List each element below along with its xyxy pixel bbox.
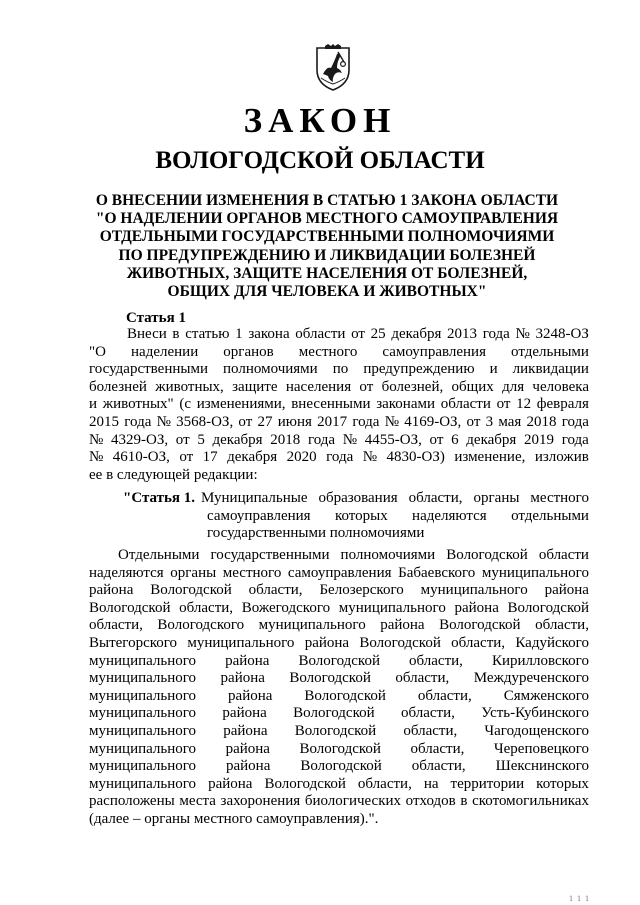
word: района	[223, 722, 268, 739]
word: 2013	[447, 326, 478, 342]
word: №	[515, 326, 530, 342]
word: Вологодской	[300, 758, 382, 775]
word: области,	[451, 634, 506, 651]
word: района	[544, 582, 589, 599]
word: области	[538, 547, 589, 563]
paragraph-line	[89, 379, 589, 397]
word: от	[175, 431, 190, 448]
paragraph-line	[89, 449, 589, 467]
word: Бабаевского	[398, 564, 476, 581]
page-mark: 1 1 1	[569, 894, 590, 903]
word: территории	[450, 775, 525, 792]
word: Белозерского	[319, 582, 404, 599]
paragraph-line	[89, 396, 589, 414]
word: района	[228, 687, 273, 704]
heading-line: О ВНЕСЕНИИ ИЗМЕНЕНИЯ В СТАТЬЮ 1 ЗАКОНА ОБЛАСТИ	[95, 192, 559, 209]
word: Муниципальные	[201, 490, 308, 506]
word: отходов	[405, 793, 456, 810]
word: Междуреченского	[473, 670, 589, 687]
heading-line: ОТДЕЛЬНЫМИ ГОСУДАРСТВЕННЫМИ ПОЛНОМОЧИЯМИ	[99, 228, 555, 246]
word: от	[238, 413, 253, 430]
word: года	[561, 413, 589, 430]
word: Чагодощенского	[484, 722, 589, 739]
word: закона	[248, 326, 290, 342]
word: изложив	[534, 449, 589, 466]
word: 25	[370, 326, 386, 342]
word: года	[307, 431, 336, 448]
word: местного	[222, 564, 282, 581]
word: в	[460, 793, 468, 810]
word: 1	[235, 326, 243, 342]
word: 4329-ОЗ,	[111, 431, 169, 448]
word: области,	[409, 652, 463, 669]
word: муниципального	[187, 634, 295, 651]
word: декабря	[466, 431, 517, 448]
document-subtitle: ВОЛОГОДСКОЙ ОБЛАСТИ	[155, 147, 485, 174]
word: Вологодской	[507, 599, 589, 616]
body-line	[89, 776, 589, 794]
word: декабря	[212, 431, 263, 448]
word: в	[172, 326, 180, 342]
word: захоронения	[220, 793, 301, 810]
word: и	[489, 361, 498, 378]
word: области,	[408, 490, 463, 506]
quoted-title-line	[201, 490, 589, 508]
heading-line: ОБЩИХ ДЛЯ ЧЕЛОВЕКА И ЖИВОТНЫХ"	[167, 283, 487, 301]
word: 3568-ОЗ,	[176, 413, 234, 430]
word: государственными	[210, 547, 330, 563]
word: 5	[197, 431, 205, 448]
article-paragraph	[89, 326, 589, 484]
word: №	[89, 449, 104, 466]
word: изменениями,	[196, 396, 286, 413]
word: от	[429, 431, 444, 448]
word: 4455-ОЗ,	[364, 431, 422, 448]
word: 4830-ОЗ)	[386, 449, 445, 466]
word: государственными	[89, 361, 208, 378]
paragraph-line: ее в следующей редакции:	[89, 466, 258, 483]
word: муниципального	[258, 617, 366, 634]
word: 17	[202, 449, 218, 466]
word: района	[89, 582, 134, 599]
word: внесенными	[291, 396, 371, 413]
word: №	[384, 413, 399, 430]
word: отдельными	[511, 343, 589, 360]
word: района	[208, 775, 253, 792]
body-line	[89, 635, 589, 653]
word: №	[362, 449, 378, 466]
body-line	[89, 670, 589, 688]
quoted-article-label: "Статья 1.	[123, 490, 196, 506]
word: района	[222, 705, 267, 722]
quoted-article-heading	[123, 490, 589, 543]
word: Кирилловского	[491, 652, 589, 669]
word: 3248-ОЗ	[535, 326, 589, 342]
word: самоуправления	[207, 507, 311, 524]
vologda-coat-of-arms-icon	[313, 44, 353, 92]
word: муниципального	[89, 740, 197, 757]
word: года	[124, 413, 152, 430]
word: которых	[536, 775, 589, 792]
word: мая	[498, 413, 522, 430]
body-line: (далее – органы местного самоуправления).".	[89, 810, 379, 827]
word: Внеси	[127, 326, 167, 342]
word: и	[89, 396, 98, 413]
word: района	[304, 634, 350, 651]
word: по	[332, 361, 349, 378]
word: Вологодской	[294, 722, 377, 739]
word: 2019	[524, 431, 555, 448]
body-line	[89, 758, 589, 776]
word: области	[440, 396, 491, 413]
word: органов	[223, 343, 274, 360]
word: защите	[232, 378, 278, 395]
word: Вологодского	[157, 617, 245, 634]
word: ликвидации	[512, 361, 589, 378]
word: декабря	[391, 326, 442, 342]
word: 27	[257, 413, 273, 430]
paragraph-line	[89, 326, 589, 344]
word: Вытегорского	[89, 634, 178, 651]
word: предупреждению	[363, 361, 475, 378]
word: муниципального	[89, 652, 197, 669]
word: 12	[516, 396, 532, 413]
word: законами	[376, 396, 436, 413]
word: от	[359, 378, 374, 395]
body-line	[89, 565, 589, 583]
word: Шекснинского	[495, 758, 589, 775]
word: области,	[395, 670, 450, 687]
word: 2015	[89, 413, 119, 430]
word: болезней	[89, 378, 147, 395]
word: области,	[403, 722, 458, 739]
paragraph-line	[89, 344, 589, 362]
word: области,	[248, 582, 303, 599]
word: года	[561, 431, 589, 448]
word: года	[482, 326, 510, 342]
word: Вологодской	[89, 599, 171, 616]
word: муниципального	[89, 705, 197, 722]
word: области,	[179, 599, 234, 616]
word: изменение,	[454, 449, 526, 466]
word: наделяются	[89, 564, 164, 581]
body-line	[89, 688, 589, 706]
body-line	[89, 741, 589, 759]
word: биологических	[304, 793, 402, 810]
quoted-title-line: государственными полномочиями	[207, 525, 425, 542]
word: Вологодской	[304, 687, 386, 704]
word: животных"	[102, 396, 174, 413]
word: Сямженского	[503, 687, 589, 704]
word: от	[466, 413, 481, 430]
word: муниципального	[338, 599, 446, 616]
word: района	[225, 652, 270, 669]
word: 2020	[286, 449, 317, 466]
word: болезней,	[381, 378, 444, 395]
word: области,	[535, 617, 589, 634]
word: муниципального	[89, 687, 197, 704]
word: области,	[417, 687, 472, 704]
word: самоуправления	[382, 343, 486, 360]
word: Вологодской	[299, 740, 381, 757]
word: муниципального	[89, 758, 197, 775]
word: Череповецкого	[493, 740, 589, 757]
document-title: ЗАКОН	[243, 101, 397, 140]
word: февраля	[536, 396, 589, 413]
law-heading	[92, 192, 562, 301]
word: от	[179, 449, 194, 466]
word: животных,	[155, 378, 224, 395]
word: Вологодской	[446, 547, 528, 563]
word: от	[496, 396, 511, 413]
word: которых	[334, 507, 388, 524]
word: полномочиями	[340, 547, 436, 563]
word: муниципального	[89, 775, 197, 792]
body-line	[89, 723, 589, 741]
word: Вологодской	[439, 617, 521, 634]
word: полномочиями	[223, 361, 318, 378]
word: органы	[473, 490, 520, 506]
word: Вологодской	[264, 775, 346, 792]
word: Вологодской	[289, 670, 371, 687]
body-line	[89, 705, 589, 723]
word: самоуправления	[287, 564, 392, 581]
article-label: Статья 1	[126, 310, 186, 326]
word: 6	[451, 431, 459, 448]
word: района	[454, 599, 499, 616]
paragraph-line	[89, 414, 589, 432]
word: муниципального	[481, 564, 589, 581]
word: Кадуйского	[515, 634, 589, 651]
word: области,	[401, 705, 455, 722]
word: органы	[170, 564, 217, 581]
word: года	[326, 449, 354, 466]
word: отдельными	[511, 507, 589, 524]
word: 3	[485, 413, 494, 430]
word: местного	[530, 490, 589, 506]
word: района	[380, 617, 425, 634]
word: №	[89, 431, 104, 448]
word: Отдельными	[118, 547, 200, 563]
word: декабря	[227, 449, 278, 466]
word: расположены	[89, 793, 175, 810]
word: наделении	[131, 343, 199, 360]
word: статью	[185, 326, 230, 342]
word: июня	[277, 413, 312, 430]
word: области,	[89, 617, 143, 634]
body-line	[89, 793, 589, 811]
heading-line: ЖИВОТНЫХ, ЗАЩИТЕ НАСЕЛЕНИЯ ОТ БОЛЕЗНЕЙ,	[126, 264, 528, 282]
word: образования	[318, 490, 398, 506]
body-line	[89, 653, 589, 671]
body-line	[89, 547, 589, 565]
word: местного	[298, 343, 358, 360]
word: Вологодской	[359, 634, 441, 651]
word: для	[502, 378, 525, 395]
body-line	[89, 617, 589, 635]
word: года	[352, 413, 380, 430]
word: 2018	[270, 431, 301, 448]
word: 2018	[526, 413, 557, 430]
word: скотомогильниках	[472, 793, 589, 810]
word: области	[295, 326, 346, 342]
word: 4169-ОЗ,	[404, 413, 462, 430]
word: муниципального	[89, 670, 197, 687]
word: области,	[357, 775, 412, 792]
word: на	[423, 775, 439, 792]
word: места	[179, 793, 216, 810]
word: наделяются	[412, 507, 487, 524]
word: области,	[411, 758, 466, 775]
word: муниципального	[89, 722, 197, 739]
word: Вожегодского	[241, 599, 331, 616]
word: населения	[285, 378, 352, 395]
word: Вологодской	[150, 582, 232, 599]
word: №	[156, 413, 171, 430]
body-line	[89, 582, 589, 600]
word: 4610-ОЗ,	[112, 449, 170, 466]
word: "О	[89, 343, 106, 360]
word: (с	[179, 396, 192, 413]
word: №	[342, 431, 358, 448]
word: Усть-Кубинского	[481, 705, 589, 722]
word: Вологодской	[298, 652, 380, 669]
word: общих	[451, 378, 494, 395]
word: района	[226, 758, 271, 775]
quoted-title-line	[207, 508, 589, 526]
word: муниципального	[420, 582, 528, 599]
body-line	[89, 600, 589, 618]
word: области,	[410, 740, 465, 757]
word: 2017	[317, 413, 348, 430]
word: района	[220, 670, 265, 687]
word: от	[351, 326, 365, 342]
quoted-article-body	[89, 547, 589, 829]
heading-line: "О НАДЕЛЕНИИ ОРГАНОВ МЕСТНОГО САМОУПРАВЛЕНИЯ	[95, 210, 559, 228]
word: Вологодской	[293, 705, 375, 722]
word: района	[225, 740, 270, 757]
paragraph-line	[89, 361, 589, 379]
word: человека	[532, 378, 589, 395]
heading-line: ПО ПРЕДУПРЕЖДЕНИЮ И ЛИКВИДАЦИИ БОЛЕЗНЕЙ	[118, 246, 536, 264]
paragraph-line	[89, 432, 589, 450]
